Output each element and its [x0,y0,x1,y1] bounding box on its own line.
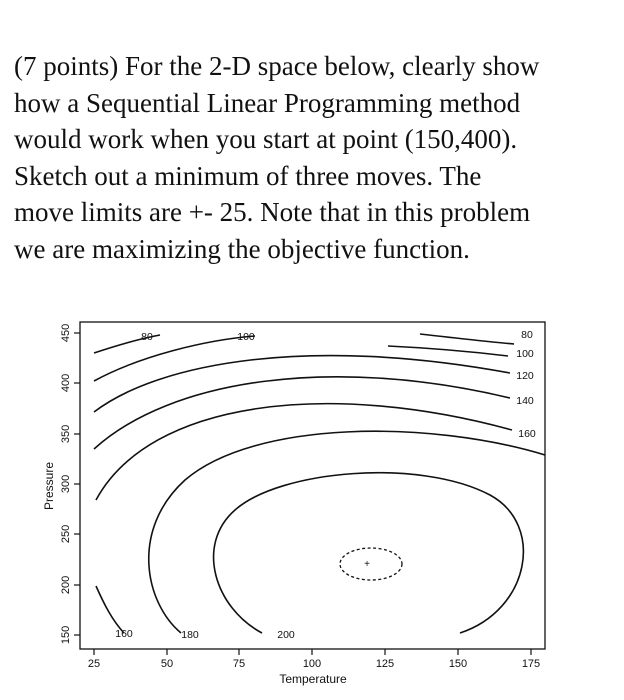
question-line-4: Sketch out a minimum of three moves. The [14,160,482,191]
contour-label-200-bottom: 200 [277,629,295,641]
contour-label-80-right: 80 [521,329,533,341]
contour-180 [149,431,545,633]
question-line-6: we are maximizing the objective function. [14,233,470,264]
x-tick-label: 125 [375,658,395,670]
contour-label-140-right: 140 [516,395,534,407]
contour-200 [214,473,524,633]
contour-140 [94,377,510,449]
y-tick-label: 300 [60,474,72,494]
y-tick-label: 350 [60,424,72,444]
x-tick-label: 175 [521,658,541,670]
x-tick-labels [88,658,540,670]
plot-frame [80,322,545,649]
y-ticks [74,333,80,635]
question-line-5: move limits are +- 25. Note that in this problem [14,197,531,227]
contour-100-right [388,346,508,356]
y-tick-label: 200 [60,575,72,595]
contour-160 [96,404,512,633]
contour-label-160-bottom: 160 [115,628,133,640]
optimum-marker: + [364,559,370,570]
contour-label-100-right: 100 [516,348,534,360]
contour-labels [115,329,536,641]
contour-label-160-right: 160 [518,428,536,440]
y-tick-labels [60,324,72,644]
y-tick-label: 250 [60,524,72,544]
contour-label-100-top: 100 [237,331,255,343]
x-ticks [94,649,531,655]
x-tick-label: 25 [87,658,101,670]
x-tick-label: 50 [160,658,174,670]
question-line-1: (7 points) For the 2-D space below, clearly show [14,51,540,81]
x-tick-label: 100 [302,658,322,670]
y-tick-label: 450 [60,323,72,343]
y-tick-label: 150 [60,625,72,645]
x-axis-title: Temperature [279,672,347,686]
y-axis-title: Pressure [42,461,56,511]
y-tick-label: 400 [60,373,72,393]
x-tick-label: 150 [448,658,468,670]
contour-label-180-bottom: 180 [181,629,199,641]
contour-lines [94,334,545,633]
question-line-3: would work when you start at point (150,400). [14,124,518,154]
x-tick-label: 75 [232,658,246,670]
contour-optimum-dashed [340,548,402,580]
contour-80-right [420,334,514,344]
question-line-2: how a Sequential Linear Programming method [14,87,521,118]
contour-label-80-left: 80 [141,331,153,343]
contour-label-120-right: 120 [516,370,534,382]
